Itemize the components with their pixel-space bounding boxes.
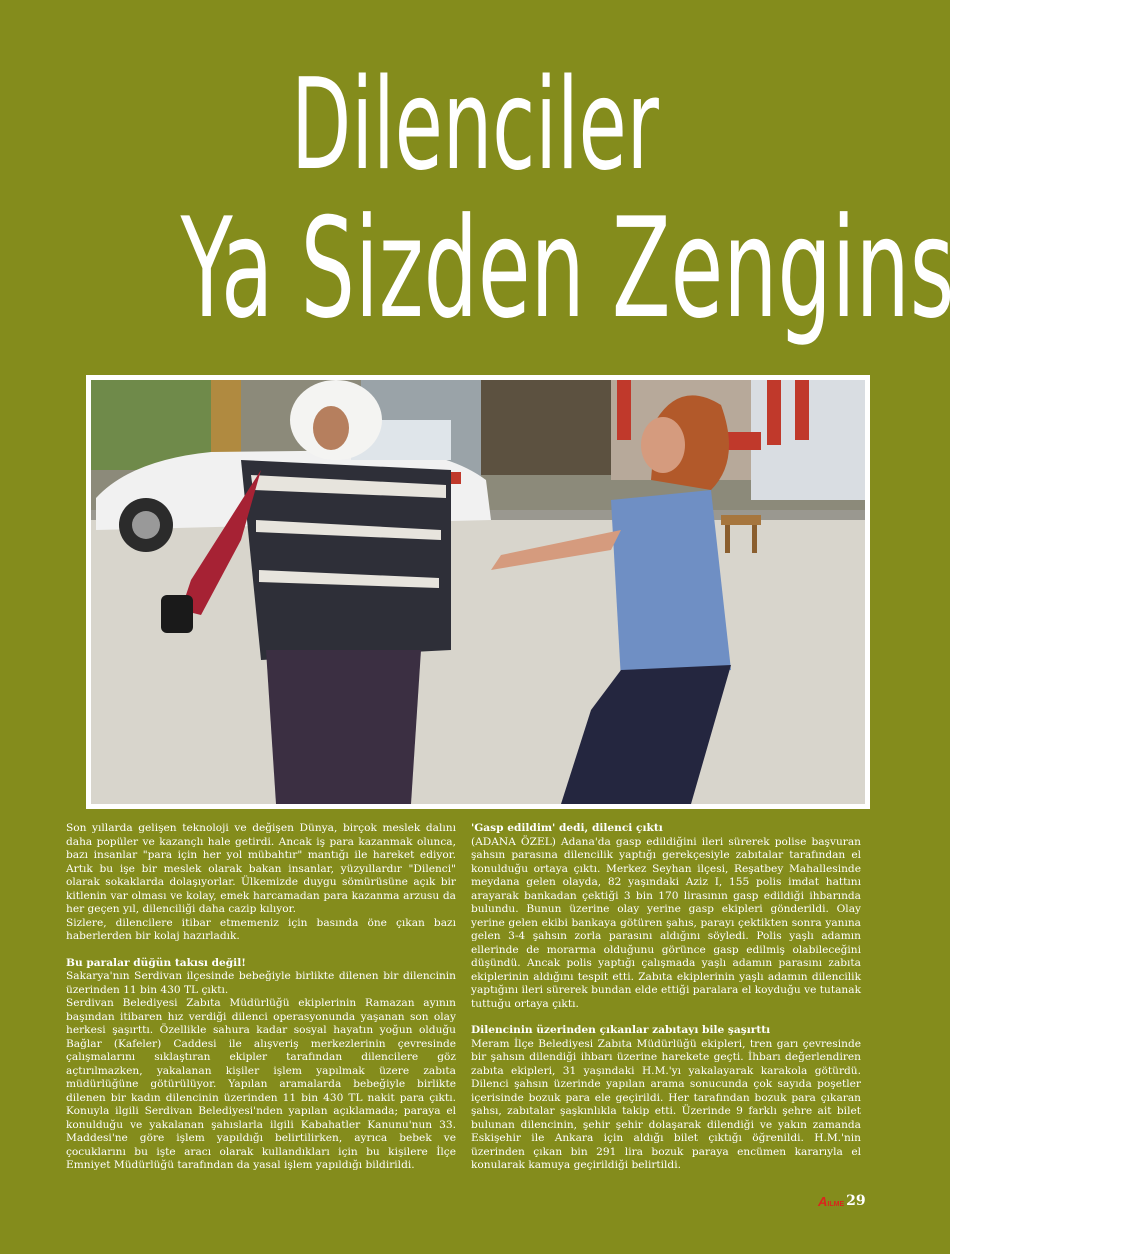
logo-letter: A xyxy=(818,1193,828,1209)
photo-frame xyxy=(86,375,870,809)
page-footer xyxy=(818,1193,866,1209)
article-paragraph: (ADANA ÖZEL) Adana'da gasp edildiğini ileri sürerek polise başvuran şahsın parasına dilencilik yaptığı gerekçesiyle zabıtalar tarafından el konulduğu ortaya çıktı. Merkez Seyhan ilçesi, Reşatbey Mahallesinde meydana gelen olayda, 82 yaşındaki Aziz I, 155 polis imdat hattını arayarak bankadan çektiği 3 bin 170 lirasının gasp edildiği ihbarında bulundu. Bunun üzerine olay yerine gasp ekipleri gönderildi. Olay yerine gelen ekibi bankaya götüren şahıs, parayı çektikten sonra yanına gelen 3-4 şahsın zorla parasını aldığını söyledi. Polis yaşlı adamın ellerinde de morarma olduğunu görünce gasp edilmiş olabileceğini düşündü. Ancak polis yaptığı çalışmada yaşlı adamın parasını zabıta ekiplerinin aldığını tespit etti. Zabıta ekiplerinin yaşlı adamın dilencilik yaptığını ileri sürerek bundan elde ettiği paralara el koyduğu ve tutanak tuttuğu ortaya çıktı. xyxy=(471,835,861,1010)
section-heading: 'Gasp edildim' dedi, dilenci çıktı xyxy=(471,822,663,834)
right-column xyxy=(471,822,861,1173)
page-number: 29 xyxy=(846,1193,866,1209)
section-heading: Bu paralar düğün takısı değil! xyxy=(66,956,246,969)
intro-paragraph: Sizlere, dilencilere itibar etmemeniz için basında öne çıkan bazı haberlerden bir kolaj hazırladık. xyxy=(66,916,456,942)
article-paragraph: Meram İlçe Belediyesi Zabıta Müdürlüğü ekipleri, tren garı çevresinde bir şahsın dilendiği ihbarı üzerine harekete geçti. İhbarı değerlendiren zabıta ekipleri, 31 yaşındaki H.M.'yı yakalayarak karakola götürdü. Dilenci şahsın üzerinde yapılan arama sonucunda çok sayıda poşetler içerisinde bozuk para ele geçirildi. Her tarafından bozuk para çıkaran şahsı, zabıtalar şaşkınlıkla takip etti. Üzerinde 9 farklı şehre ait bilet bulunan dilencinin, şehir şehir dolaşarak dilendiği ve yakın zamanda Eskişehir ile Ankara için aldığı bilet çıktığı öğrenildi. H.M.'nin üzerinden çıkan bin 291 lira bozuk paraya encümen kararıyla el konularak kamuya geçirildiği belirtildi. xyxy=(471,1037,861,1171)
logo-text: ILME xyxy=(827,1200,845,1208)
left-column xyxy=(66,822,456,1173)
headline-line-2: Ya Sizden Zenginse !!! xyxy=(180,188,1137,349)
news-photo xyxy=(91,380,865,804)
article-paragraph: Serdivan Belediyesi Zabıta Müdürlüğü ekiplerinin Ramazan ayının başından itibaren hız verdiği dilenci operasyonunda yaşanan son olay herkesi şaşırttı. Özellikle sahura kadar sosyal hayatın yoğun olduğu Bağlar (Kafeler) Caddesi ile alışveriş merkezlerinin çevresinde çalışmalarını sıklaştıran ekipler tarafından dilencilere göz açtırılmazken, yakalanan kişiler işlem yapılmak üzere zabıta müdürlüğüne götürülüyor. Yapılan aramalarda bebeğiyle birlikte dilenen bir kadın dilencinin üzerinden 11 bin 430 TL nakit para çıktı. Konuyla ilgili Serdivan Belediyesi'nden yapılan açıklamada; paraya el konulduğu ve yakalanan şahıslarla ilgili Kabahatler Kanunu'nun 33. Maddesi'ne göre işlem yapıldığı belirtilirken, ayrıca bebek ve çocuklarını bu işte aracı olarak kullandıkları için bu kişilere İlçe Emniyet Müdürlüğü tarafından da yasal işlem yapıldığı bildirildi. xyxy=(66,997,456,1171)
headline-line-1: Dilenciler xyxy=(291,51,659,198)
intro-paragraph: Son yıllarda gelişen teknoloji ve değişen Dünya, birçok meslek dalını daha popüler ve kazançlı hale getirdi. Ancak iş para kazanmak olunca, bazı insanlar "para için her yol mübahtır" mantığı ile hareket ediyor. Artık bu işe bir meslek olarak bakan insanlar, yüzyıllardır "Dilenci" olarak sokaklarda dolaşıyorlar. Ülkemizde duygu sömürüsüne açık bir kitlenin var olması ve kolay, emek harcamadan para kazanma arzusu da her geçen yıl, dilenciliği daha cazip kılıyor. xyxy=(66,822,456,915)
section-heading: Dilencinin üzerinden çıkanlar zabıtayı bile şaşırttı xyxy=(471,1024,771,1036)
article-paragraph: Sakarya'nın Serdivan ilçesinde bebeğiyle birlikte dilenen bir dilencinin üzerinden 11 bin 430 TL çıktı. xyxy=(66,970,456,996)
photo-illustration xyxy=(91,380,865,804)
magazine-logo xyxy=(818,1194,844,1209)
